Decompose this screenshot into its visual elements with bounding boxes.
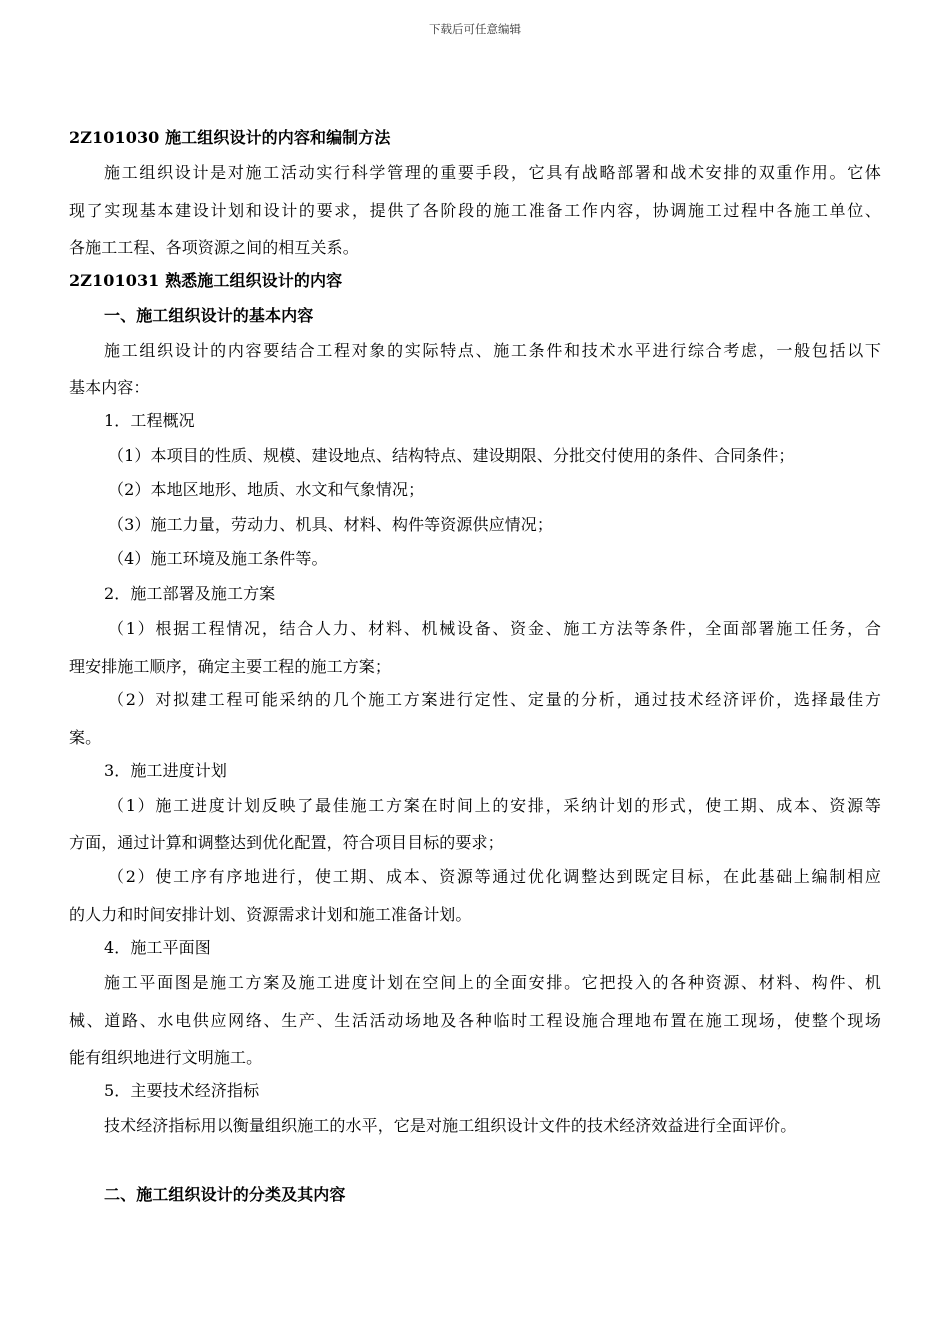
intro-line-1: 施工组织设计是对施工活动实行科学管理的重要手段，它具有战略部署和战术安排的双重作用。它体 [104, 163, 881, 182]
item4-body-line-3: 能有组织地进行文明施工。 [69, 1048, 263, 1067]
item3-p2-line-2: 的人力和时间安排计划、资源需求计划和施工准备计划。 [69, 905, 472, 924]
item5-title: 5．主要技术经济指标 [104, 1081, 260, 1100]
subsection-title: 2Z101031 熟悉施工组织设计的内容 [69, 271, 343, 290]
item1-point-4: （4）施工环境及施工条件等。 [108, 549, 328, 568]
item2-title: 2．施工部署及施工方案 [104, 584, 276, 603]
part2-title: 二、施工组织设计的分类及其内容 [104, 1185, 346, 1204]
part1-intro-line-1: 施工组织设计的内容要结合工程对象的实际特点、施工条件和技术水平进行综合考虑，一般包括以下 [104, 341, 881, 360]
part1-title: 一、施工组织设计的基本内容 [104, 306, 314, 325]
item2-p2-line-2: 案。 [69, 728, 102, 747]
item4-body-line-1: 施工平面图是施工方案及施工进度计划在空间上的全面安排。它把投入的各种资源、材料、构件、机 [104, 973, 881, 992]
item2-p1-line-1: （1）根据工程情况，结合人力、材料、机械设备、资金、施工方法等条件，全面部署施工任务，合 [108, 619, 881, 638]
item5-body: 技术经济指标用以衡量组织施工的水平，它是对施工组织设计文件的技术经济效益进行全面评价。 [104, 1116, 797, 1135]
item3-title: 3．施工进度计划 [104, 761, 227, 780]
item2-p2-line-1: （2）对拟建工程可能采纳的几个施工方案进行定性、定量的分析，通过技术经济评价，选择最佳方 [108, 690, 881, 709]
item4-body-line-2: 械、道路、水电供应网络、生产、生活活动场地及各种临时工程设施合理地布置在施工现场，使整个现场 [69, 1011, 881, 1030]
page-header: 下载后可任意编辑 [429, 22, 521, 36]
item1-point-3: （3）施工力量，劳动力、机具、材料、构件等资源供应情况； [108, 515, 553, 534]
item3-p2-line-1: （2）使工序有序地进行，使工期、成本、资源等通过优化调整达到既定目标，在此基础上编制相应 [108, 867, 881, 886]
item1-point-1: （1）本项目的性质、规模、建设地点、结构特点、建设期限、分批交付使用的条件、合同条件； [108, 446, 795, 465]
item2-p1-line-2: 理安排施工顺序，确定主要工程的施工方案； [69, 657, 392, 676]
item4-title: 4．施工平面图 [104, 938, 211, 957]
item1-point-2: （2）本地区地形、地质、水文和气象情况； [108, 480, 425, 499]
intro-line-3: 各施工工程、各项资源之间的相互关系。 [69, 238, 359, 257]
item3-p1-line-1: （1）施工进度计划反映了最佳施工方案在时间上的安排，采纳计划的形式，使工期、成本、资源等 [108, 796, 881, 815]
item3-p1-line-2: 方面，通过计算和调整达到优化配置，符合项目目标的要求； [69, 833, 504, 852]
section-title: 2Z101030 施工组织设计的内容和编制方法 [69, 128, 391, 147]
item1-title: 1．工程概况 [104, 411, 195, 430]
intro-line-2: 现了实现基本建设计划和设计的要求，提供了各阶段的施工准备工作内容，协调施工过程中各施工单位、 [69, 201, 881, 220]
part1-intro-line-2: 基本内容： [69, 378, 150, 397]
